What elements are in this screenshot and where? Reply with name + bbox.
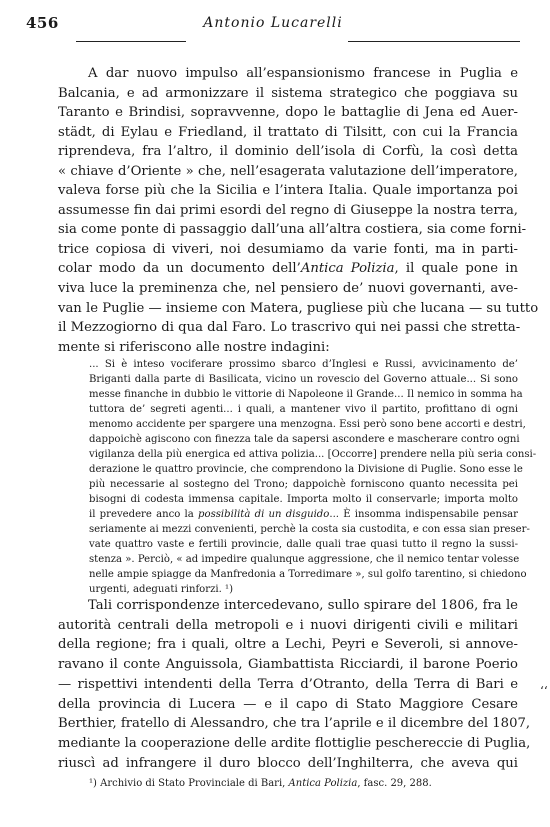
text-line: A dar nuovo impulso all’espansionismo francese in Puglia e (88, 66, 518, 81)
footnote-text-end: , fasc. 29, 288. (357, 778, 432, 789)
page-number: 456 (26, 14, 59, 32)
text-segment: il prevedere anco la (89, 509, 199, 520)
text-line: riuscì ad infrangere il duro blocco dell’Inghilterra, che aveva qui (58, 755, 518, 771)
text-segment: ... È insomma indispensabile pensar (329, 509, 518, 520)
text-line: Tali corrispondenze intercedevano, sullo spirare del 1806, fra le (88, 598, 518, 613)
text-line: sia come ponte di passaggio dall’una all’altra costiera, sia come forni- (58, 222, 527, 238)
text-line: della regione; fra i quali, oltre a Lechi, Peyri e Severoli, si annove- (58, 637, 518, 653)
text-line: riprendeva, fra l’altro, il dominio dell’isola di Corfù, la così detta (58, 144, 518, 160)
page-header (26, 14, 520, 42)
text-line: assumesse fin dai primi esordi del regno di Giuseppe la nostra terra, (58, 202, 518, 218)
text-line: mente si riferiscono alle nostre indagini: (58, 339, 330, 355)
text-segment: , il quale pone in (394, 261, 518, 277)
text-line: Balcania, e ad armonizzare il sistema strategico che poggiava su (58, 85, 518, 101)
quote-line: vigilanza della più energica ed attiva polizia... [Occorre] prendere nella più seria consi- (89, 449, 537, 460)
text-line: Berthier, fratello di Alessandro, che tra l’aprile e il dicembre del 1807, (58, 716, 531, 732)
paragraph-2 (58, 596, 531, 773)
text-line: il Mezzogiorno di qua dal Faro. Lo trascrivo qui nei passi che stretta- (58, 320, 521, 336)
text-line: trice copiosa di viveri, noi desumiamo da varie fonti, ma in parti- (58, 241, 518, 257)
quote-line: bisogni di codesta immensa capitale. Importa molto il conservarle; importa molto (89, 494, 518, 505)
quote-line: nelle ampie spiagge da Manfredonia a Torredimare », sul golfo tarentino, si chiedono (89, 569, 527, 580)
text-segment: colar modo da un documento dell’ (58, 261, 301, 277)
text-line: van le Puglie — insieme con Matera, pugliese più che lucana — su tutto (58, 300, 539, 316)
quote-line: messe finanche in dubbio le vittorie di Napoleone il Grande... Il nemico in somma ha (89, 389, 523, 400)
text-line: städt, di Eylau e Friedland, il trattato di Tilsitt, con cui la Francia (58, 124, 518, 140)
margin-mark: ‘‘ (540, 684, 548, 698)
quote-line: ... Si è inteso vociferare prossimo sbarco d’Inglesi e Russi, avvicinamento de’ (89, 359, 518, 370)
paragraph-1 (58, 64, 539, 357)
italic-title: Antica Polizia (300, 261, 395, 277)
quote-line: seriamente ai mezzi convenienti, perchè la costa sia custodita, e con essa sian preser- (89, 524, 530, 535)
running-head: Antonio Lucarelli (203, 15, 343, 31)
block-quote (89, 357, 537, 597)
footnote-italic: Antica Polizia (288, 778, 358, 789)
text-line: della provincia di Lucera — e il capo di Stato Maggiore Cesare (58, 696, 518, 712)
footnote (89, 778, 519, 789)
quote-line: urgenti, adeguati rinforzi. ¹) (89, 584, 234, 595)
text-line: Taranto e Brindisi, sopravvenne, dopo le battaglie di Jena ed Auer- (58, 105, 518, 121)
text-line: viva luce la preminenza che, nel pensiero de’ nuovi governanti, ave- (58, 281, 518, 297)
text-line: « chiave d’Oriente » che, nell’esagerata valutazione dell’imperatore, (58, 163, 518, 179)
quote-line: tuttora de’ segreti agenti... i quali, a mantener vivo il partito, profittano di ogni (89, 404, 518, 415)
quote-line: vate quattro vaste e fertili provincie, dalle quali trae quasi tutto il regno la sussi- (89, 539, 518, 550)
footnote-marker: ¹) (89, 778, 97, 789)
text-line: ravano il conte Anguissola, Giambattista Ricciardi, il barone Poerio (58, 657, 518, 673)
quote-line (89, 507, 518, 522)
text-line: valeva forse più che la Sicilia e l’intera Italia. Quale importanza poi (58, 183, 518, 199)
italic-phrase: possibilità di un disguido (198, 509, 330, 520)
quote-line: Briganti dalla parte di Basilicata, vicino un rovescio del Governo attuale... Si sono (89, 374, 518, 385)
quote-line: menomo accidente per spargere una menzogna. Essi però sono bene accorti e destri, (89, 419, 526, 430)
quote-line: dappoichè agiscono con finezza tale da sapersi ascondere e mascherare contro ogni (89, 434, 520, 445)
header-rule-right (348, 41, 520, 42)
text-line: mediante la cooperazione delle ardite flottiglie peschereccie di Puglia, (58, 735, 531, 751)
text-line: autorità centrali della metropoli e i nuovi dirigenti civili e militari (58, 617, 518, 633)
header-rule-left (76, 41, 186, 42)
text-line: — rispettivi intendenti della Terra d’Otranto, della Terra di Bari e (58, 676, 518, 692)
quote-line: derazione le quattro provincie, che comprendono la Divisione di Puglie. Sono esse le (89, 464, 523, 475)
footnote-text: Archivio di Stato Provinciale di Bari, (100, 778, 286, 789)
text-line (58, 259, 518, 279)
quote-line: più necessarie al sostegno del Trono; dappoichè forniscono quanto necessita pei (89, 479, 518, 490)
quote-line: stenza ». Perciò, « ad impedire qualunque aggressione, che il nemico tentar volesse (89, 554, 520, 565)
